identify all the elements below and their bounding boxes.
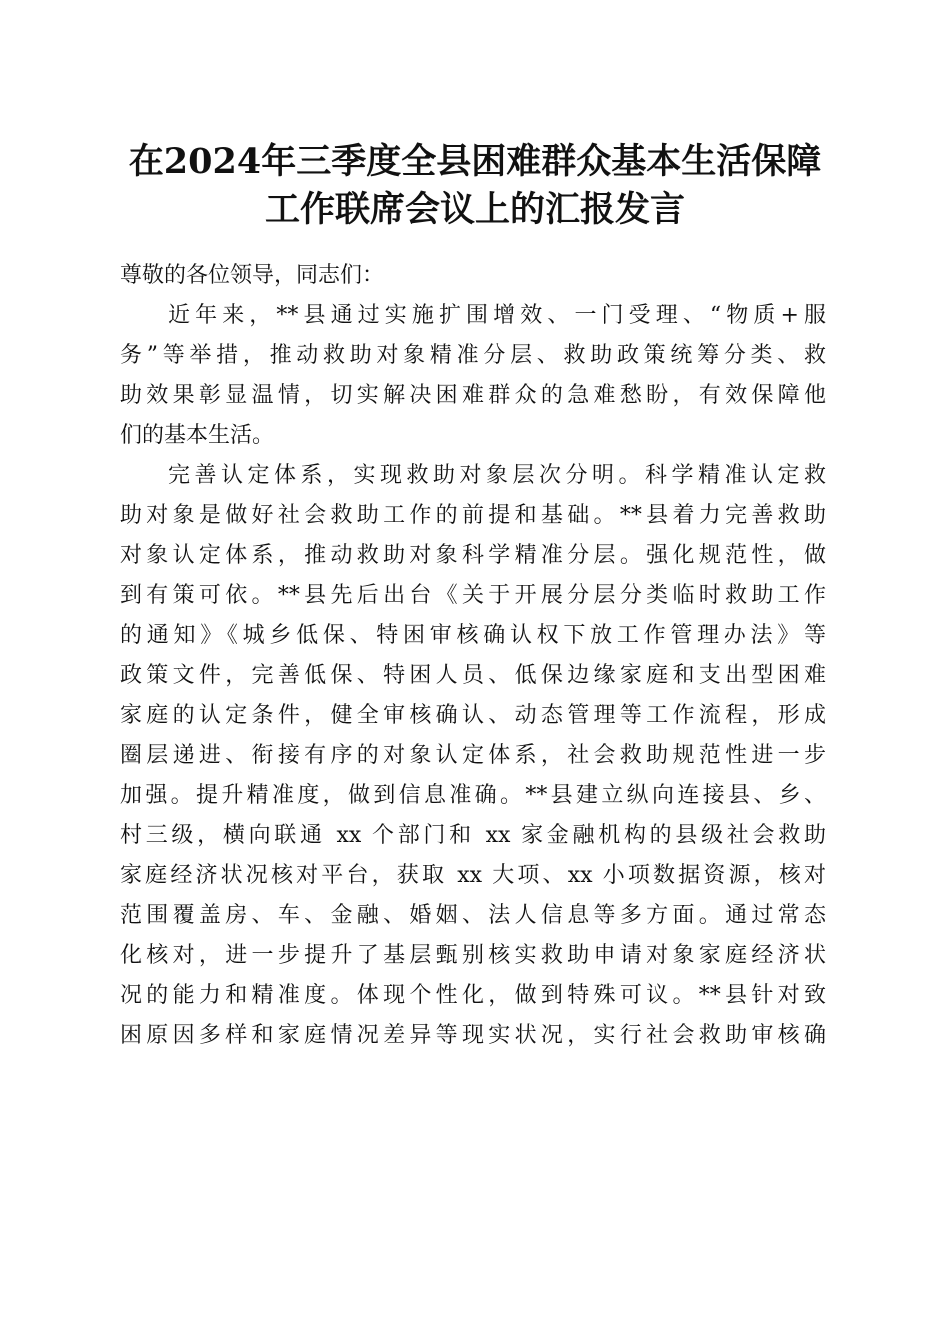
paragraph-1 <box>120 296 826 456</box>
paragraph-line: 家庭经济状况核对平台，获取 xx 大项、xx 小项数据资源，核对 <box>120 863 826 888</box>
paragraph-line: 况的能力和精准度。体现个性化，做到特殊可议。**县针对致 <box>120 983 826 1008</box>
paragraph-line: 务”等举措，推动救助对象精准分层、救助政策统筹分类、救 <box>120 343 826 368</box>
paragraph-line: 近年来，**县通过实施扩围增效、一门受理、“物质+服 <box>168 303 826 328</box>
paragraph-line: 困原因多样和家庭情况差异等现实状况，实行社会救助审核确 <box>120 1023 826 1048</box>
paragraph-line: 助效果彰显温情，切实解决困难群众的急难愁盼，有效保障他 <box>120 383 826 408</box>
paragraph-line: 加强。提升精准度，做到信息准确。**县建立纵向连接县、乡、 <box>120 783 826 808</box>
paragraph-line: 完善认定体系，实现救助对象层次分明。科学精准认定救 <box>168 463 826 488</box>
paragraph-line: 到有策可依。**县先后出台《关于开展分层分类临时救助工作 <box>120 583 826 608</box>
paragraph-line: 对象认定体系，推动救助对象科学精准分层。强化规范性，做 <box>120 543 826 568</box>
paragraph-line: 家庭的认定条件，健全审核确认、动态管理等工作流程，形成 <box>120 703 826 728</box>
paragraph-line: 助对象是做好社会救助工作的前提和基础。**县着力完善救助 <box>120 503 826 528</box>
paragraph-line: 的通知》《城乡低保、特困审核确认权下放工作管理办法》等 <box>120 623 826 648</box>
paragraph-line: 范围覆盖房、车、金融、婚姻、法人信息等多方面。通过常态 <box>120 903 826 928</box>
salutation: 尊敬的各位领导，同志们： <box>120 263 385 288</box>
document-title <box>60 138 890 234</box>
document-body <box>120 256 826 1056</box>
paragraph-line: 们的基本生活。 <box>120 423 275 448</box>
paragraph-line: 化核对，进一步提升了基层甄别核实救助申请对象家庭经济状 <box>120 943 826 968</box>
paragraph-2 <box>120 456 826 1056</box>
paragraph-line: 村三级，横向联通 xx 个部门和 xx 家金融机构的县级社会救助 <box>120 823 826 848</box>
paragraph-line: 政策文件，完善低保、特困人员、低保边缘家庭和支出型困难 <box>120 663 826 688</box>
paragraph-line: 圈层递进、衔接有序的对象认定体系，社会救助规范性进一步 <box>120 743 826 768</box>
title-line-1: 在2024年三季度全县困难群众基本生活保障 <box>128 141 822 182</box>
title-line-2: 工作联席会议上的汇报发言 <box>264 189 685 230</box>
